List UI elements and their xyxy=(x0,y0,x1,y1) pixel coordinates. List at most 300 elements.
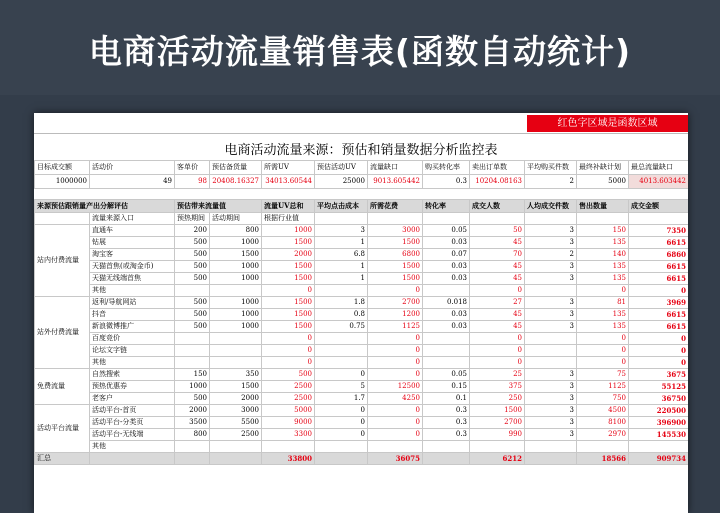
value-cell[interactable] xyxy=(315,333,368,345)
value-cell[interactable]: 375 xyxy=(470,381,525,393)
value-cell[interactable]: 2000 xyxy=(210,393,262,405)
detail-row xyxy=(35,357,689,369)
value-cell[interactable]: 4250 xyxy=(368,393,423,405)
value-cell[interactable]: 0 xyxy=(629,345,689,357)
detail-subheader-cell xyxy=(470,213,525,225)
summary-header-cell: 购买转化率 xyxy=(423,161,470,175)
value-cell[interactable]: 2000 xyxy=(262,249,315,261)
source-cell: 天猫无线端首焦 xyxy=(90,273,175,285)
value-cell[interactable]: 3000 xyxy=(210,405,262,417)
summary-header-cell: 客单价 xyxy=(175,161,210,175)
value-cell[interactable] xyxy=(423,285,470,297)
value-cell[interactable]: 0 xyxy=(368,345,423,357)
value-cell[interactable] xyxy=(525,333,577,345)
value-cell[interactable]: 3500 xyxy=(175,417,210,429)
value-cell[interactable]: 0 xyxy=(629,285,689,297)
detail-row xyxy=(35,393,689,405)
value-cell[interactable]: 3300 xyxy=(262,429,315,441)
detail-header-cell: 成交金额 xyxy=(629,200,689,213)
value-cell[interactable]: 0 xyxy=(470,357,525,369)
divider xyxy=(34,133,688,134)
total-qty[interactable]: 18566 xyxy=(577,453,629,465)
value-cell[interactable]: 3675 xyxy=(629,369,689,381)
value-cell[interactable]: 0.3 xyxy=(423,405,470,417)
value-cell[interactable]: 250 xyxy=(470,393,525,405)
category-cell: 站外付费流量 xyxy=(35,297,90,369)
summary-value-cell[interactable]: 1000000 xyxy=(35,175,90,189)
value-cell[interactable] xyxy=(525,357,577,369)
detail-header-cell: 所需花费 xyxy=(368,200,423,213)
value-cell[interactable] xyxy=(210,333,262,345)
value-cell[interactable]: 2500 xyxy=(262,381,315,393)
value-cell[interactable]: 990 xyxy=(470,429,525,441)
spreadsheet xyxy=(34,113,688,513)
value-cell[interactable]: 350 xyxy=(210,369,262,381)
value-cell[interactable]: 3 xyxy=(525,417,577,429)
value-cell[interactable]: 0 xyxy=(368,417,423,429)
detail-row xyxy=(35,405,689,417)
value-cell[interactable]: 0 xyxy=(577,345,629,357)
value-cell[interactable]: 0 xyxy=(315,369,368,381)
detail-subheader-cell xyxy=(315,213,368,225)
value-cell[interactable]: 0.03 xyxy=(423,237,470,249)
value-cell[interactable]: 45 xyxy=(470,273,525,285)
value-cell[interactable]: 3 xyxy=(525,225,577,237)
value-cell[interactable]: 1.8 xyxy=(315,297,368,309)
value-cell[interactable]: 500 xyxy=(175,321,210,333)
detail-subheader-row xyxy=(35,213,689,225)
value-cell[interactable] xyxy=(315,441,368,453)
value-cell[interactable]: 0.03 xyxy=(423,261,470,273)
value-cell[interactable]: 135 xyxy=(577,237,629,249)
value-cell[interactable]: 3 xyxy=(525,381,577,393)
source-cell: 新浪微博推广 xyxy=(90,321,175,333)
function-area-hint: 红色字区域是函数区域 xyxy=(527,115,688,132)
detail-header-row xyxy=(35,200,689,213)
value-cell[interactable] xyxy=(315,357,368,369)
value-cell[interactable]: 0.3 xyxy=(423,417,470,429)
value-cell[interactable]: 0.15 xyxy=(423,381,470,393)
value-cell[interactable]: 1500 xyxy=(262,297,315,309)
value-cell[interactable]: 1500 xyxy=(262,321,315,333)
summary-header-cell: 最终补缺计划 xyxy=(577,161,629,175)
summary-header-cell: 平均购买件数 xyxy=(525,161,577,175)
summary-value-cell[interactable]: 9013.605442 xyxy=(368,175,423,189)
summary-value-cell[interactable]: 98 xyxy=(175,175,210,189)
value-cell[interactable] xyxy=(262,441,315,453)
value-cell[interactable]: 3 xyxy=(315,225,368,237)
value-cell[interactable]: 9000 xyxy=(262,417,315,429)
source-cell: 活动平台-首页 xyxy=(90,405,175,417)
value-cell[interactable]: 55125 xyxy=(629,381,689,393)
value-cell[interactable]: 1000 xyxy=(210,309,262,321)
value-cell[interactable]: 500 xyxy=(175,393,210,405)
value-cell[interactable] xyxy=(368,441,423,453)
value-cell[interactable]: 0 xyxy=(368,405,423,417)
detail-subheader-cell xyxy=(629,213,689,225)
value-cell[interactable] xyxy=(210,345,262,357)
detail-row xyxy=(35,381,689,393)
detail-subheader-cell: 流量来源入口 xyxy=(90,213,175,225)
value-cell[interactable]: 1000 xyxy=(210,297,262,309)
value-cell[interactable]: 5000 xyxy=(262,405,315,417)
value-cell[interactable]: 0.018 xyxy=(423,297,470,309)
total-cost[interactable]: 36075 xyxy=(368,453,423,465)
value-cell[interactable]: 0 xyxy=(368,357,423,369)
value-cell[interactable]: 1000 xyxy=(210,273,262,285)
value-cell[interactable]: 0.03 xyxy=(423,309,470,321)
value-cell[interactable]: 0.75 xyxy=(315,321,368,333)
source-cell: 其他 xyxy=(90,357,175,369)
value-cell[interactable] xyxy=(525,441,577,453)
value-cell[interactable]: 3 xyxy=(525,321,577,333)
detail-subheader-cell xyxy=(368,213,423,225)
value-cell[interactable]: 45 xyxy=(470,237,525,249)
value-cell[interactable]: 200 xyxy=(175,225,210,237)
value-cell[interactable]: 3 xyxy=(525,261,577,273)
value-cell[interactable]: 45 xyxy=(470,309,525,321)
value-cell[interactable]: 500 xyxy=(175,309,210,321)
summary-value-cell[interactable]: 34013.60544 xyxy=(262,175,315,189)
value-cell[interactable] xyxy=(315,285,368,297)
value-cell[interactable]: 4500 xyxy=(577,405,629,417)
detail-subheader-cell xyxy=(525,213,577,225)
detail-row xyxy=(35,285,689,297)
value-cell[interactable]: 135 xyxy=(577,321,629,333)
value-cell[interactable] xyxy=(175,285,210,297)
detail-header-cell: 转化率 xyxy=(423,200,470,213)
value-cell[interactable]: 3 xyxy=(525,369,577,381)
value-cell[interactable]: 0.05 xyxy=(423,225,470,237)
value-cell[interactable]: 500 xyxy=(262,369,315,381)
value-cell[interactable] xyxy=(423,333,470,345)
source-cell: 抖音 xyxy=(90,309,175,321)
value-cell[interactable]: 0 xyxy=(368,333,423,345)
value-cell[interactable]: 0 xyxy=(629,357,689,369)
value-cell[interactable]: 6615 xyxy=(629,321,689,333)
value-cell[interactable]: 1500 xyxy=(210,381,262,393)
value-cell[interactable]: 135 xyxy=(577,261,629,273)
source-cell: 其他 xyxy=(90,441,175,453)
value-cell[interactable]: 3000 xyxy=(368,225,423,237)
summary-table xyxy=(34,160,688,189)
value-cell[interactable]: 6.8 xyxy=(315,249,368,261)
summary-value-cell[interactable]: 4013.603442 xyxy=(629,175,689,189)
value-cell[interactable]: 1125 xyxy=(368,321,423,333)
value-cell[interactable]: 0 xyxy=(262,345,315,357)
value-cell[interactable] xyxy=(525,285,577,297)
value-cell[interactable]: 3 xyxy=(525,297,577,309)
source-cell: 活动平台-分类页 xyxy=(90,417,175,429)
detail-row xyxy=(35,441,689,453)
detail-row xyxy=(35,225,689,237)
value-cell[interactable]: 2000 xyxy=(175,405,210,417)
category-cell: 免费流量 xyxy=(35,369,90,405)
source-cell: 老客户 xyxy=(90,393,175,405)
value-cell[interactable]: 800 xyxy=(210,225,262,237)
summary-header-cell: 卖出订单数 xyxy=(470,161,525,175)
value-cell[interactable]: 1500 xyxy=(262,273,315,285)
value-cell[interactable]: 750 xyxy=(577,393,629,405)
source-cell: 活动平台-无线端 xyxy=(90,429,175,441)
value-cell[interactable]: 1500 xyxy=(470,405,525,417)
value-cell[interactable]: 1000 xyxy=(210,237,262,249)
value-cell[interactable]: 0 xyxy=(315,417,368,429)
detail-row xyxy=(35,429,689,441)
value-cell[interactable]: 70 xyxy=(470,249,525,261)
value-cell[interactable]: 0 xyxy=(577,285,629,297)
summary-value-cell[interactable]: 5000 xyxy=(577,175,629,189)
summary-header-cell: 活动价 xyxy=(90,161,175,175)
banner-title: 电商活动流量销售表(函数自动统计) xyxy=(88,32,632,71)
value-cell[interactable]: 1000 xyxy=(262,225,315,237)
value-cell[interactable] xyxy=(525,345,577,357)
value-cell[interactable]: 12500 xyxy=(368,381,423,393)
value-cell[interactable]: 0 xyxy=(315,429,368,441)
detail-header-cell: 售出数量 xyxy=(577,200,629,213)
value-cell[interactable]: 396900 xyxy=(629,417,689,429)
total-cell xyxy=(175,453,210,465)
value-cell[interactable]: 0 xyxy=(368,429,423,441)
detail-row xyxy=(35,261,689,273)
source-cell: 直通车 xyxy=(90,225,175,237)
value-cell[interactable]: 50 xyxy=(470,225,525,237)
value-cell[interactable]: 1 xyxy=(315,273,368,285)
value-cell[interactable]: 75 xyxy=(577,369,629,381)
detail-row xyxy=(35,237,689,249)
value-cell[interactable]: 3 xyxy=(525,309,577,321)
value-cell[interactable]: 1 xyxy=(315,237,368,249)
value-cell[interactable]: 0 xyxy=(577,333,629,345)
value-cell[interactable]: 1500 xyxy=(368,261,423,273)
value-cell[interactable]: 3 xyxy=(525,237,577,249)
detail-row xyxy=(35,345,689,357)
value-cell[interactable]: 2500 xyxy=(262,393,315,405)
value-cell[interactable]: 0 xyxy=(368,369,423,381)
value-cell[interactable]: 6615 xyxy=(629,237,689,249)
summary-value-row xyxy=(35,175,689,189)
summary-value-cell[interactable]: 2 xyxy=(525,175,577,189)
value-cell[interactable]: 2700 xyxy=(368,297,423,309)
detail-row xyxy=(35,297,689,309)
summary-value-cell[interactable]: 10204.08163 xyxy=(470,175,525,189)
value-cell[interactable]: 6615 xyxy=(629,261,689,273)
total-label: 汇总 xyxy=(35,453,90,465)
summary-header-cell: 预估活动UV xyxy=(315,161,368,175)
value-cell[interactable] xyxy=(175,357,210,369)
total-amount[interactable]: 909734 xyxy=(629,453,689,465)
value-cell[interactable]: 0.07 xyxy=(423,249,470,261)
value-cell[interactable]: 2970 xyxy=(577,429,629,441)
value-cell[interactable]: 0 xyxy=(577,357,629,369)
value-cell[interactable]: 3 xyxy=(525,429,577,441)
value-cell[interactable]: 500 xyxy=(175,273,210,285)
summary-header-cell: 目标成交额 xyxy=(35,161,90,175)
detail-subheader-cell: 预热期间 xyxy=(175,213,210,225)
detail-subheader-cell xyxy=(577,213,629,225)
value-cell[interactable]: 36750 xyxy=(629,393,689,405)
value-cell[interactable]: 45 xyxy=(470,261,525,273)
value-cell[interactable]: 2500 xyxy=(210,429,262,441)
value-cell[interactable]: 1200 xyxy=(368,309,423,321)
summary-value-cell[interactable]: 49 xyxy=(90,175,175,189)
source-cell: 天猫首焦(或淘金币) xyxy=(90,261,175,273)
value-cell[interactable]: 3 xyxy=(525,405,577,417)
value-cell[interactable]: 145530 xyxy=(629,429,689,441)
value-cell[interactable]: 0.03 xyxy=(423,273,470,285)
detail-subheader-cell: 活动期间 xyxy=(210,213,262,225)
value-cell[interactable] xyxy=(175,441,210,453)
value-cell[interactable]: 0 xyxy=(470,333,525,345)
value-cell[interactable]: 135 xyxy=(577,273,629,285)
value-cell[interactable]: 1.7 xyxy=(315,393,368,405)
detail-header-cell: 流量UV总和 xyxy=(262,200,315,213)
total-buyers[interactable]: 6212 xyxy=(470,453,525,465)
detail-row xyxy=(35,333,689,345)
value-cell[interactable]: 27 xyxy=(470,297,525,309)
detail-header-cell: 人均成交件数 xyxy=(525,200,577,213)
value-cell[interactable]: 1500 xyxy=(262,237,315,249)
value-cell[interactable]: 2 xyxy=(525,249,577,261)
total-cell xyxy=(423,453,470,465)
source-cell: 自然搜索 xyxy=(90,369,175,381)
value-cell[interactable]: 0 xyxy=(629,333,689,345)
value-cell[interactable]: 1500 xyxy=(368,273,423,285)
summary-header-row xyxy=(35,161,689,175)
detail-row xyxy=(35,321,689,333)
detail-header-cell: 平均点击成本 xyxy=(315,200,368,213)
value-cell[interactable]: 135 xyxy=(577,309,629,321)
summary-value-cell[interactable]: 0.3 xyxy=(423,175,470,189)
value-cell[interactable]: 5 xyxy=(315,381,368,393)
value-cell[interactable]: 1000 xyxy=(210,261,262,273)
detail-subheader-cell: 根据行业值 xyxy=(262,213,315,225)
source-cell: 预热优惠券 xyxy=(90,381,175,393)
value-cell[interactable]: 500 xyxy=(175,297,210,309)
detail-table xyxy=(34,199,688,465)
detail-row xyxy=(35,309,689,321)
value-cell[interactable] xyxy=(629,441,689,453)
value-cell[interactable] xyxy=(210,357,262,369)
value-cell[interactable]: 800 xyxy=(175,429,210,441)
value-cell[interactable]: 0 xyxy=(262,357,315,369)
value-cell[interactable]: 7350 xyxy=(629,225,689,237)
detail-row xyxy=(35,369,689,381)
value-cell[interactable] xyxy=(175,345,210,357)
value-cell[interactable] xyxy=(210,285,262,297)
value-cell[interactable]: 1000 xyxy=(210,321,262,333)
value-cell[interactable]: 1125 xyxy=(577,381,629,393)
value-cell[interactable]: 1000 xyxy=(175,381,210,393)
value-cell[interactable]: 140 xyxy=(577,249,629,261)
value-cell[interactable]: 220500 xyxy=(629,405,689,417)
value-cell[interactable] xyxy=(315,345,368,357)
source-cell: 百度竞价 xyxy=(90,333,175,345)
total-cell xyxy=(525,453,577,465)
value-cell[interactable]: 6615 xyxy=(629,273,689,285)
value-cell[interactable]: 0.1 xyxy=(423,393,470,405)
banner xyxy=(0,0,720,95)
category-cell: 站内付费流量 xyxy=(35,225,90,297)
value-cell[interactable]: 0 xyxy=(470,345,525,357)
value-cell[interactable]: 1 xyxy=(315,261,368,273)
detail-subheader-cell xyxy=(423,213,470,225)
total-cell xyxy=(315,453,368,465)
value-cell[interactable]: 1500 xyxy=(368,237,423,249)
source-cell: 淘宝客 xyxy=(90,249,175,261)
value-cell[interactable] xyxy=(423,357,470,369)
source-cell: 返利/导航网站 xyxy=(90,297,175,309)
value-cell[interactable]: 150 xyxy=(577,225,629,237)
value-cell[interactable]: 81 xyxy=(577,297,629,309)
value-cell[interactable]: 0.3 xyxy=(423,429,470,441)
value-cell[interactable]: 150 xyxy=(175,369,210,381)
summary-header-cell: 流量缺口 xyxy=(368,161,423,175)
value-cell[interactable]: 0.03 xyxy=(423,321,470,333)
summary-header-cell: 所需UV xyxy=(262,161,315,175)
value-cell[interactable]: 500 xyxy=(175,261,210,273)
report-title: 电商活动流量来源：预估和销量数据分析监控表 xyxy=(224,143,498,158)
value-cell[interactable]: 0 xyxy=(470,285,525,297)
value-cell[interactable]: 45 xyxy=(470,321,525,333)
value-cell[interactable]: 3969 xyxy=(629,297,689,309)
summary-value-cell[interactable]: 20408.16327 xyxy=(210,175,262,189)
value-cell[interactable]: 2700 xyxy=(470,417,525,429)
value-cell[interactable]: 1500 xyxy=(210,249,262,261)
value-cell[interactable] xyxy=(423,345,470,357)
total-cell xyxy=(90,453,175,465)
value-cell[interactable]: 6860 xyxy=(629,249,689,261)
value-cell[interactable]: 0 xyxy=(315,405,368,417)
value-cell[interactable]: 1500 xyxy=(262,261,315,273)
value-cell[interactable] xyxy=(470,441,525,453)
source-cell: 其他 xyxy=(90,285,175,297)
total-uv[interactable]: 33800 xyxy=(262,453,315,465)
detail-body xyxy=(35,225,689,453)
value-cell[interactable]: 6800 xyxy=(368,249,423,261)
value-cell[interactable]: 3 xyxy=(525,393,577,405)
value-cell[interactable]: 0 xyxy=(262,285,315,297)
detail-header-cell: 成交人数 xyxy=(470,200,525,213)
value-cell[interactable]: 5500 xyxy=(210,417,262,429)
value-cell[interactable] xyxy=(210,441,262,453)
value-cell[interactable]: 1500 xyxy=(262,309,315,321)
value-cell[interactable]: 8100 xyxy=(577,417,629,429)
value-cell[interactable]: 0.05 xyxy=(423,369,470,381)
value-cell[interactable]: 25 xyxy=(470,369,525,381)
value-cell[interactable] xyxy=(577,441,629,453)
value-cell[interactable]: 500 xyxy=(175,249,210,261)
summary-header-cell: 预估备货量 xyxy=(210,161,262,175)
value-cell[interactable] xyxy=(175,333,210,345)
value-cell[interactable]: 0 xyxy=(368,285,423,297)
detail-header-cell: 预估带来流量值 xyxy=(175,200,262,213)
total-cell xyxy=(210,453,262,465)
summary-header-cell: 最总流量缺口 xyxy=(629,161,689,175)
value-cell[interactable]: 3 xyxy=(525,273,577,285)
source-cell: 论坛文字链 xyxy=(90,345,175,357)
value-cell[interactable]: 0 xyxy=(262,333,315,345)
summary-value-cell[interactable]: 25000 xyxy=(315,175,368,189)
value-cell[interactable]: 6615 xyxy=(629,309,689,321)
value-cell[interactable] xyxy=(423,441,470,453)
detail-header-cell: 来源预估跟销量产出分解评估 xyxy=(35,200,175,213)
value-cell[interactable]: 0.8 xyxy=(315,309,368,321)
detail-row xyxy=(35,273,689,285)
value-cell[interactable]: 500 xyxy=(175,237,210,249)
detail-subheader-cell xyxy=(35,213,90,225)
source-cell: 钻展 xyxy=(90,237,175,249)
